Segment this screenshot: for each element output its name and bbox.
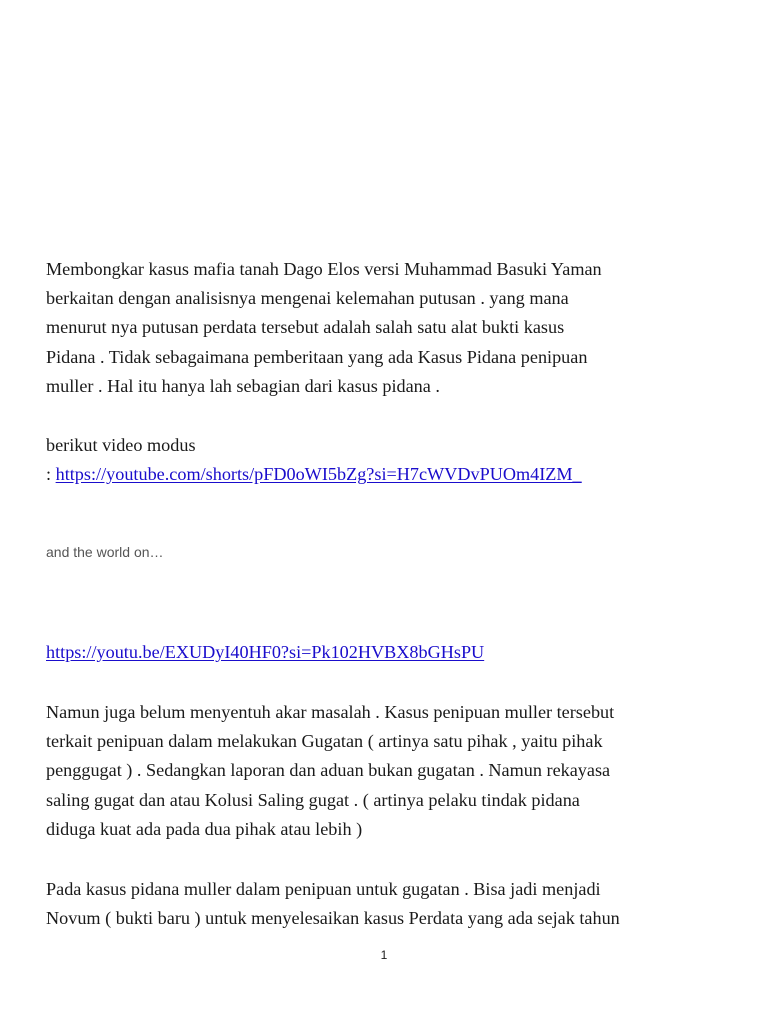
youtube-link-line — [46, 638, 736, 667]
paragraph-line: Membongkar kasus mafia tanah Dago Elos versi Muhammad Basuki Yaman — [46, 259, 602, 279]
page-number: 1 — [380, 948, 388, 962]
paragraph-line: Namun juga belum menyentuh akar masalah . Kasus penipuan muller tersebut — [46, 702, 615, 722]
paragraph-line: saling gugat dan atau Kolusi Saling gugat . ( artinya pelaku tindak pidana — [46, 789, 580, 810]
paragraph-analysis — [46, 698, 736, 844]
paragraph-novum — [46, 875, 736, 933]
youtube-shorts-link[interactable]: https://youtube.com/shorts/pFD0oWI5bZg?si=H7cWVDvPUOm4IZM_ — [55, 464, 582, 485]
embed-caption: and the world on… — [46, 544, 164, 560]
paragraph-line: Novum ( bukti baru ) untuk menyelesaikan kasus Perdata yang ada sejak tahun — [46, 908, 620, 929]
paragraph-line: berkaitan dengan analisisnya mengenai kelemahan putusan . yang mana — [46, 288, 569, 309]
paragraph-line: menurut nya putusan perdata tersebut adalah salah satu alat bukti kasus — [46, 317, 565, 338]
paragraph-intro — [46, 255, 736, 401]
video-intro — [46, 431, 736, 489]
paragraph-line: Pada kasus pidana muller dalam penipuan untuk gugatan . Bisa jadi menjadi — [46, 879, 601, 899]
paragraph-line: terkait penipuan dalam melakukan Gugatan ( artinya satu pihak , yaitu pihak — [46, 731, 603, 752]
paragraph-line: diduga kuat ada pada dua pihak atau lebih ) — [46, 818, 363, 839]
paragraph-line: penggugat ) . Sedangkan laporan dan aduan bukan gugatan . Namun rekayasa — [46, 760, 611, 781]
youtube-video-link[interactable]: https://youtu.be/EXUDyI40HF0?si=Pk102HVBX8bGHsPU — [46, 642, 485, 662]
video-link-line — [46, 460, 736, 489]
paragraph-line: muller . Hal itu hanya lah sebagian dari kasus pidana . — [46, 375, 440, 396]
video-link-prefix: : — [46, 464, 56, 485]
paragraph-line: Pidana . Tidak sebagaimana pemberitaan yang ada Kasus Pidana penipuan — [46, 346, 588, 367]
video-intro-text: berikut video modus — [46, 435, 196, 455]
